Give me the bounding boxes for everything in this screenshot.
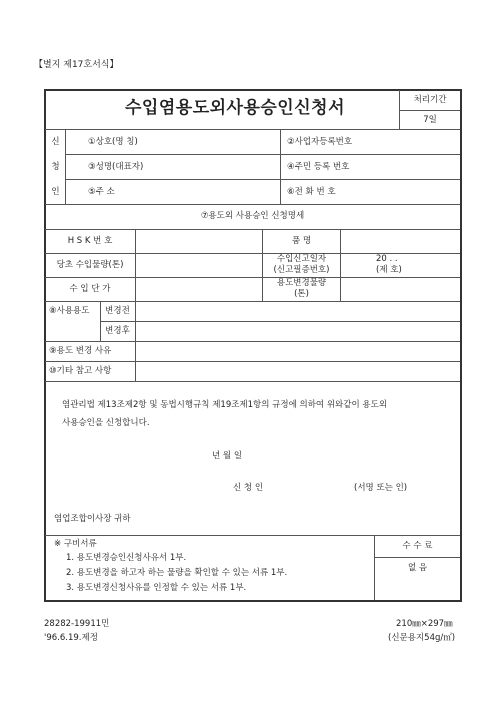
- signer-label: 신 청 인: [233, 483, 264, 493]
- footer-paper: (신문용지54g/㎡): [388, 633, 456, 643]
- docs-item-1: 1. 용도변경승인신청사유서 1부.: [66, 553, 187, 563]
- field-business-number: ②사업자등록번호: [287, 137, 353, 147]
- form-number: 【별지 제17호서식】: [34, 60, 119, 70]
- field-address: ⑤주 소: [88, 187, 115, 197]
- field-company-name: ①상호(명 칭): [88, 137, 138, 147]
- usage-before: 변경전: [105, 306, 130, 316]
- field-resident-number: ④주민 등록 번호: [287, 162, 350, 172]
- applicant-side-2: 청: [51, 162, 60, 172]
- applicant-side-1: 신: [51, 137, 60, 147]
- initial-qty-label: 당초 수입물량(톤): [56, 260, 124, 270]
- applicant-side-3: 인: [51, 187, 60, 197]
- docs-title: ※ 구비서류: [54, 539, 97, 549]
- import-cert-label: (신고필증번호): [273, 265, 330, 275]
- change-qty-unit: (톤): [294, 289, 309, 299]
- number-value: (제 호): [376, 265, 402, 275]
- field-phone: ⑥전 화 번 호: [287, 187, 336, 197]
- fee-label: 수 수 료: [402, 541, 433, 551]
- footer-size: 210㎜×297㎜: [396, 619, 453, 629]
- page-title: 수입염용도외사용승인신청서: [125, 98, 345, 118]
- statement-line-1: 염관리법 제13조제2항 및 동법시행규칙 제19조제1항의 규정에 의하여 위와같이 용도외: [62, 400, 388, 410]
- sign-note: (서명 또는 인): [354, 483, 408, 493]
- change-qty-label: 용도변경물량: [276, 278, 327, 288]
- processing-label: 처리기간: [413, 95, 447, 105]
- processing-value: 7일: [423, 115, 437, 125]
- footer-code: 28282-19911민: [44, 619, 110, 629]
- other-label: ⑩기타 참고 사항: [49, 366, 112, 376]
- footer-date: '96.6.19.제정: [44, 633, 98, 643]
- recipient: 염업조합이사장 귀하: [54, 514, 131, 524]
- usage-after: 변경후: [105, 326, 130, 336]
- date-value: 20 . .: [376, 254, 398, 264]
- date-line: 년 월 일: [212, 451, 243, 461]
- statement-line-2: 사용승인을 신청합니다.: [62, 418, 150, 428]
- fee-value: 없 음: [407, 563, 428, 573]
- item-label: 품 명: [291, 236, 312, 246]
- reason-label: ⑨용도 변경 사유: [49, 346, 112, 356]
- details-title: ⑦용도외 사용승인 신청명세: [200, 211, 305, 221]
- unit-price-label: 수 입 단 가: [69, 284, 111, 294]
- usage-label: ⑧사용용도: [49, 306, 90, 316]
- hsk-label: H S K 번 호: [67, 236, 113, 246]
- docs-item-2: 2. 용도변경을 하고자 하는 물량을 확인할 수 있는 서류 1부.: [66, 568, 288, 578]
- field-representative: ③성명(대표자): [88, 162, 144, 172]
- docs-item-3: 3. 용도변경신청사유를 인정할 수 있는 서류 1부.: [66, 583, 247, 593]
- import-date-label: 수입신고일자: [276, 254, 327, 264]
